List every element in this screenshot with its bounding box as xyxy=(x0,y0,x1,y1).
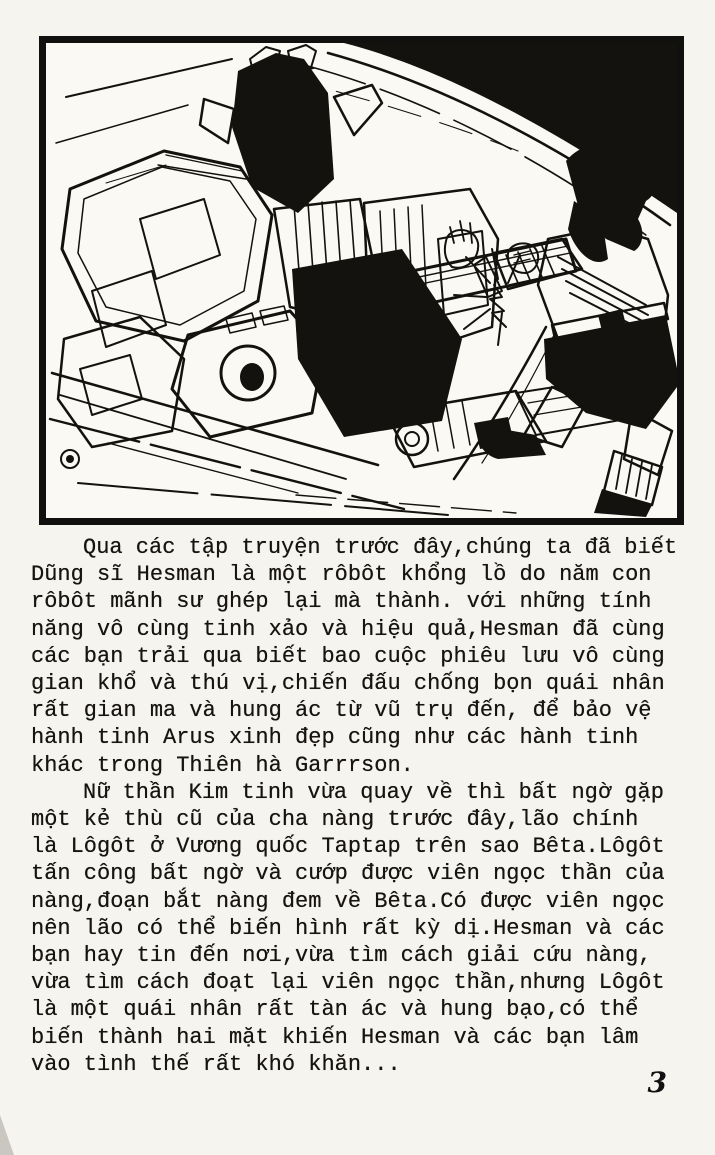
text-line: nên lão có thể biến hình rất kỳ dị.Hesman và các xyxy=(31,915,665,941)
text-line: là một quái nhân rất tàn ác và hung bạo,có thể xyxy=(31,997,639,1023)
text-line: biến thành hai mặt khiến Hesman và các bạn lâm xyxy=(31,1024,639,1050)
text-line: bạn hay tin đến nơi,vừa tìm cách giải cứu nàng, xyxy=(31,943,652,969)
text-line: rôbôt mãnh sư ghép lại mà thành. với những tính xyxy=(31,589,652,615)
text-line: các bạn trải qua biết bao cuộc phiêu lưu vô cùng xyxy=(31,643,665,669)
text-line: vừa tìm cách đoạt lại viên ngọc thần,nhưng Lôgôt xyxy=(31,970,665,996)
text-line: hành tinh Arus xinh đẹp cũng như các hành tinh xyxy=(31,725,639,751)
text-line: gian khổ và thú vị,chiến đấu chống bọn quái nhân xyxy=(31,671,665,697)
paragraph-1 xyxy=(31,534,695,779)
comic-panel xyxy=(39,36,684,525)
text-line: khác trong Thiên hà Garrrson. xyxy=(31,752,414,778)
text-line: vào tình thế rất khó khăn... xyxy=(31,1051,401,1077)
text-line: Dũng sĩ Hesman là một rôbôt khổng lồ do năm con xyxy=(31,562,652,588)
text-line: năng vô cùng tinh xảo và hiệu quả,Hesman đã cùng xyxy=(31,616,665,642)
text-line: rất gian ma và hung ác từ vũ trụ đến, để bảo vệ xyxy=(31,698,652,724)
comic-illustration xyxy=(46,43,677,518)
page-number: 3 xyxy=(647,1066,667,1099)
text-line: nàng,đoạn bắt nàng đem về Bêta.Có được viên ngọc xyxy=(31,888,665,914)
text-line: tấn công bất ngờ và cướp được viên ngọc thần của xyxy=(31,861,665,887)
text-line: một kẻ thù cũ của cha nàng trước đây,lão chính xyxy=(31,807,639,833)
paragraph-2 xyxy=(31,779,695,1078)
text-line: Qua các tập truyện trước đây,chúng ta đã biết xyxy=(83,535,678,560)
story-text xyxy=(31,534,695,1078)
text-line: là Lôgôt ở Vương quốc Taptap trên sao Bêta.Lôgôt xyxy=(31,834,665,860)
text-line: Nữ thần Kim tinh vừa quay về thì bất ngờ gặp xyxy=(83,779,664,805)
page-corner-shade xyxy=(0,1115,14,1155)
